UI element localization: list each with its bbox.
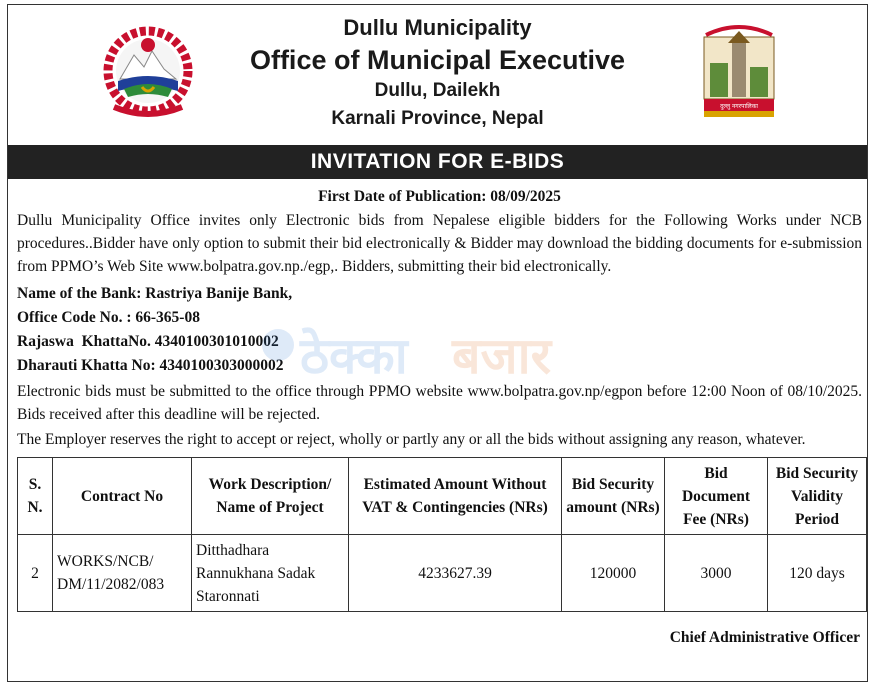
notice-title-banner: INVITATION FOR E-BIDS (8, 145, 867, 179)
office-name: Office of Municipal Executive (249, 45, 626, 75)
cell-estimated-amount: 4233627.39 (349, 535, 562, 612)
cell-validity-period: 120 days (768, 535, 867, 612)
publication-date: First Date of Publication: 08/09/2025 (318, 188, 561, 205)
header-estimated-amount: Estimated Amount Without VAT & Contingencies (NRs) (349, 458, 562, 535)
rajaswa-account: Rajaswa KhattaNo. 4340100301010002 (17, 333, 279, 350)
cell-work-description: Ditthadhara Rannukhana Sadak Staronnati (192, 535, 349, 612)
address-line: Dullu, Dailekh (374, 80, 501, 101)
header-sn: S. N. (18, 458, 53, 535)
svg-text:ठेक्का: ठेक्का (300, 327, 408, 385)
cell-contract-no: WORKS/NCB/ DM/11/2082/083 (53, 535, 192, 612)
reservation-paragraph: The Employer reserves the right to accept or reject, wholly or partly any or all the bids without assigning any reason, whatever. (17, 431, 806, 448)
dharauti-account: Dharauti Khatta No: 4340100303000002 (17, 357, 284, 374)
nepal-emblem-icon (94, 25, 202, 125)
signatory: Chief Administrative Officer (669, 629, 860, 646)
header-work-description: Work Description/ Name of Project (192, 458, 349, 535)
bank-name: Name of the Bank: Rastriya Banije Bank, (17, 285, 293, 302)
table-row (18, 535, 867, 612)
watermark-icon (256, 315, 616, 395)
header-bid-security: Bid Security amount (NRs) (562, 458, 665, 535)
svg-text:बजार: बजार (452, 327, 552, 385)
municipality-name: Dullu Municipality (343, 15, 532, 40)
table-header-row (18, 458, 867, 535)
header-document-fee: Bid Document Fee (NRs) (665, 458, 768, 535)
intro-paragraph: Dullu Municipality Office invites only Electronic bids from Nepalese eligible bidders for the Following Works under NCB procedures..Bidder have only option to submit their bid electronically & Bidder may download the bidding documents for e-submission from PPMO’s Web Site www.bolpatra.gov.np./egp,. Bidders, submitting their bid electronically. (17, 212, 862, 275)
header-contract-no: Contract No (53, 458, 192, 535)
office-code: Office Code No. : 66-365-08 (17, 309, 200, 326)
municipality-logo-icon (698, 23, 780, 123)
bid-table (17, 457, 867, 612)
bid-notice (7, 4, 868, 682)
cell-document-fee: 3000 (665, 535, 768, 612)
office-title-block (208, 13, 667, 133)
province-line: Karnali Province, Nepal (331, 108, 544, 129)
deadline-paragraph: Electronic bids must be submitted to the office through PPMO website www.bolpatra.gov.np/egpon before 12:00 Noon of 08/10/2025. Bids received after this deadline will be rejected. (17, 383, 862, 423)
svg-text:दुल्लु नगरपालिका: दुल्लु नगरपालिका (720, 103, 758, 110)
cell-sn: 2 (18, 535, 53, 612)
notice-header (8, 5, 867, 145)
notice-body (17, 183, 862, 649)
cell-bid-security: 120000 (562, 535, 665, 612)
header-validity-period: Bid Security Validity Period (768, 458, 867, 535)
